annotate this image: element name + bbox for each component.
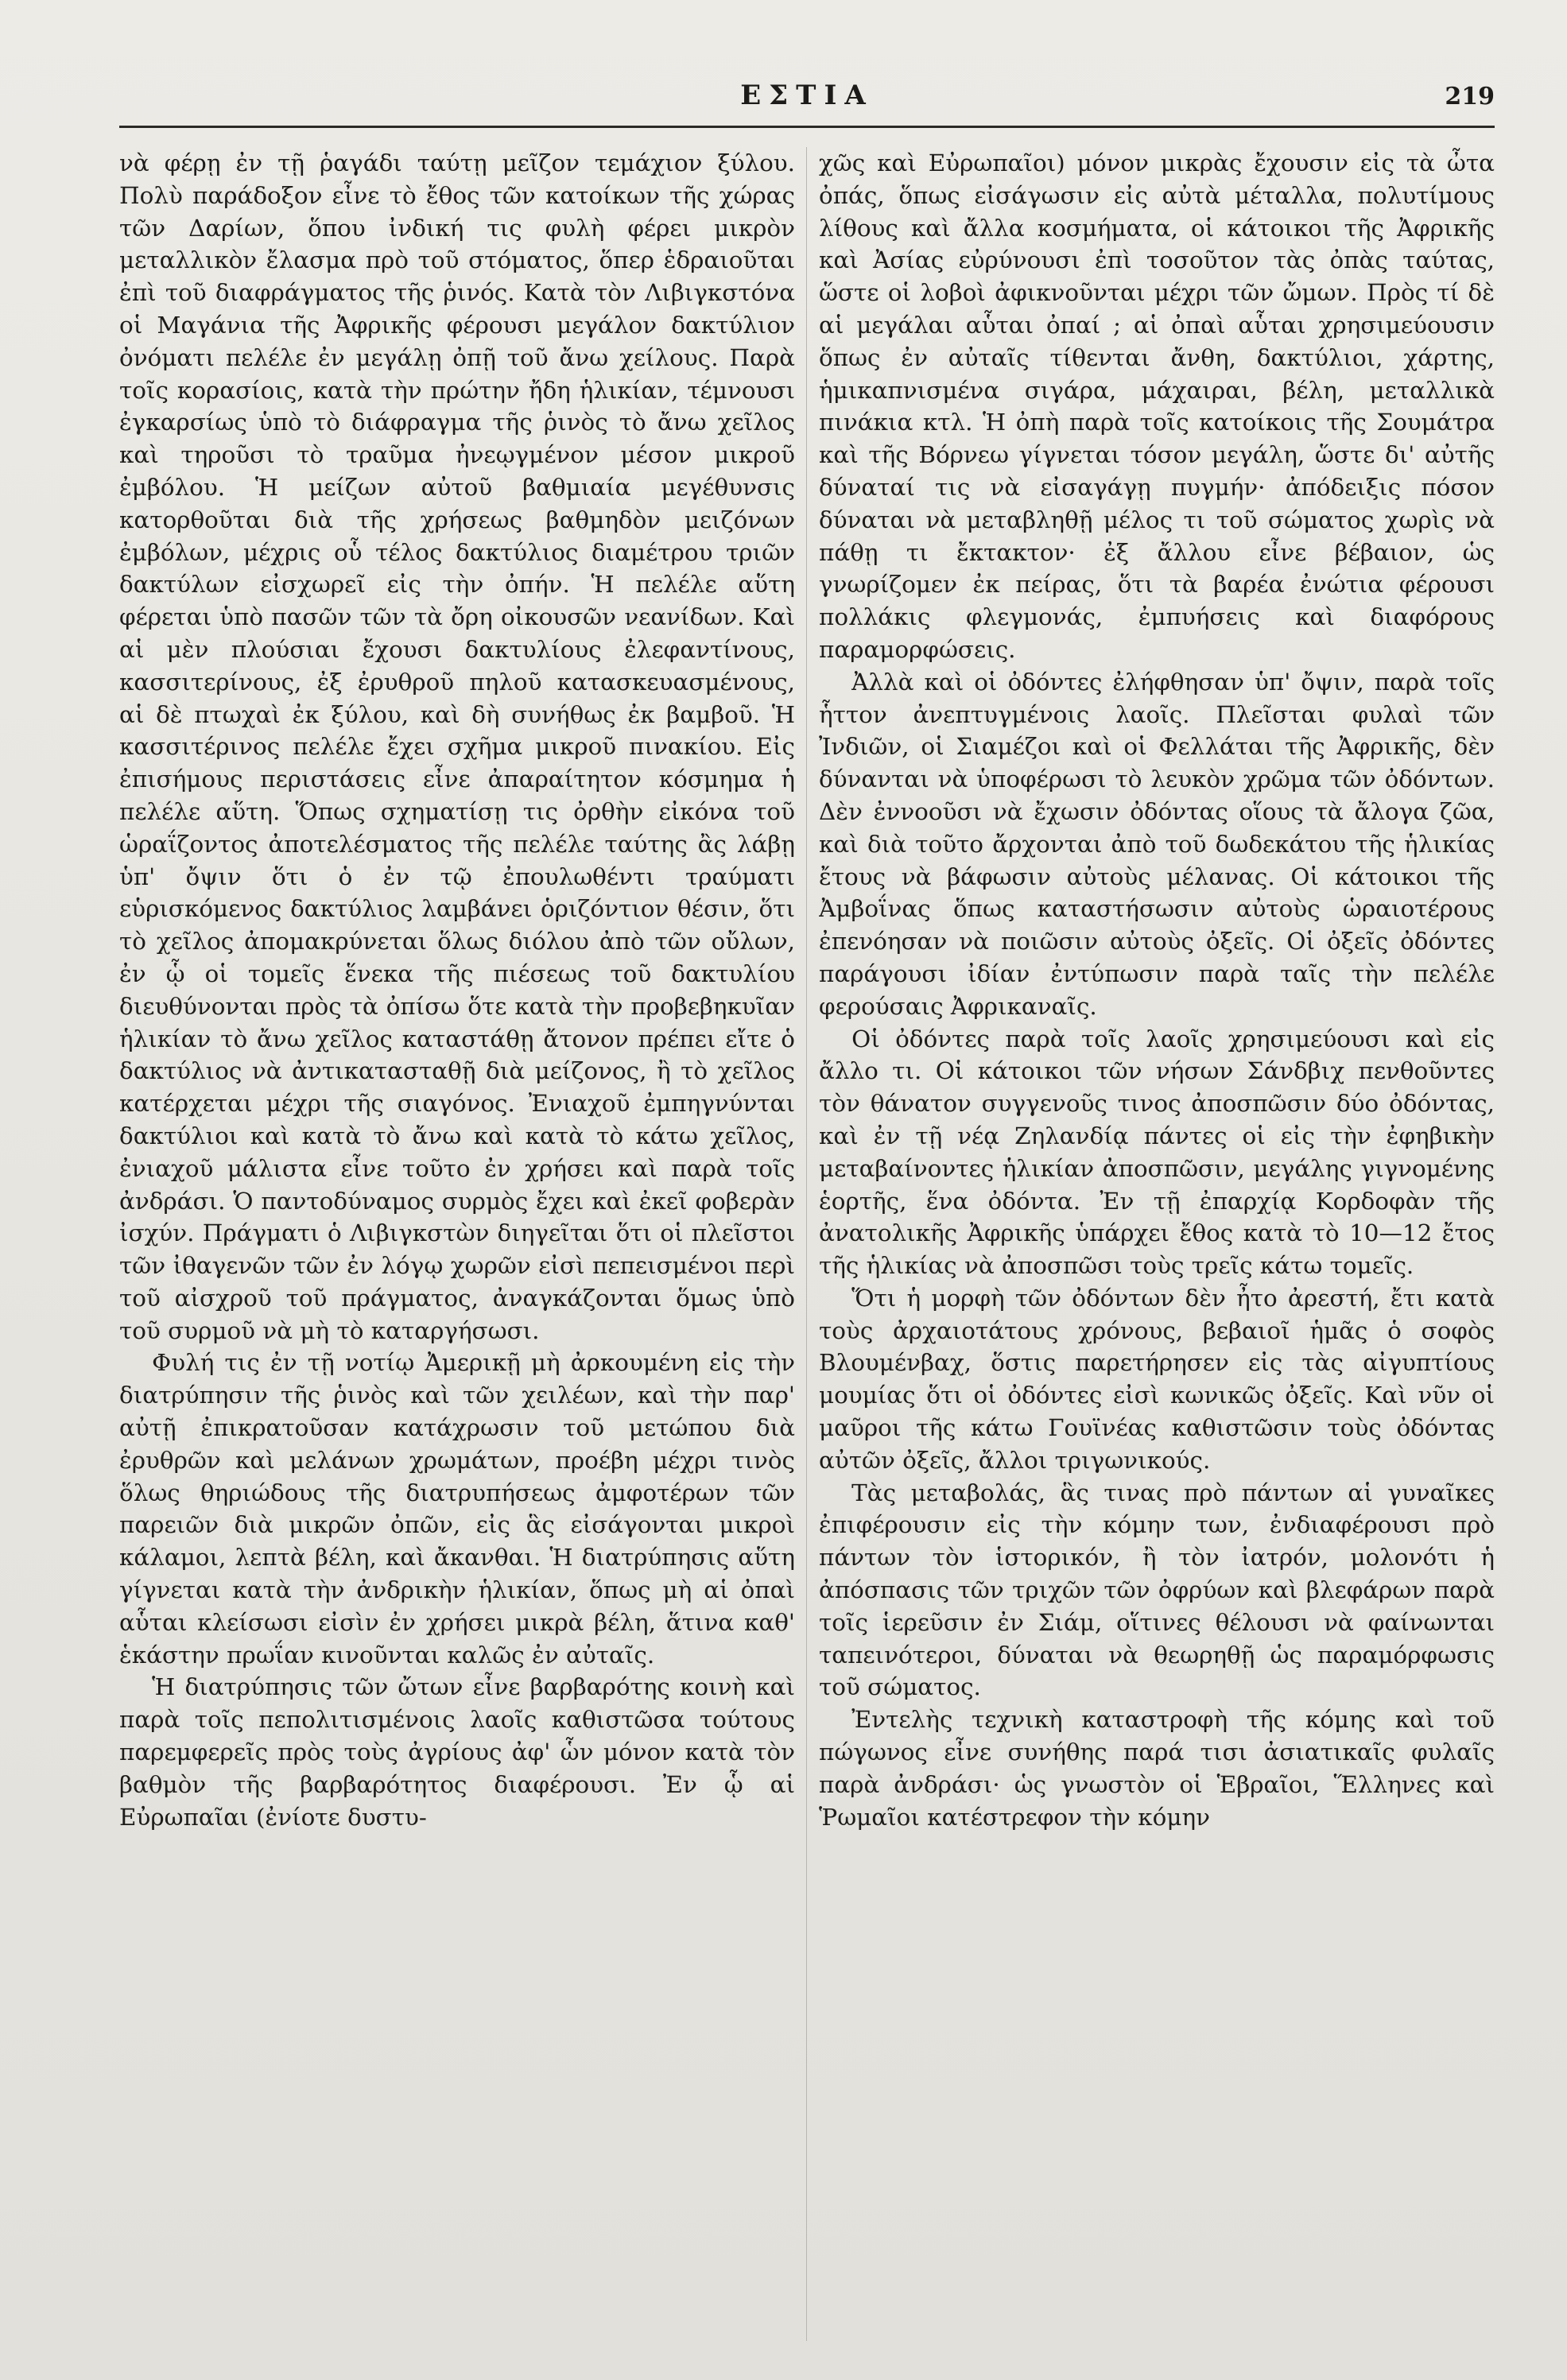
header-rule xyxy=(119,126,1495,128)
right-column xyxy=(819,147,1495,2357)
running-title: ΕΣΤΙΑ xyxy=(740,79,874,111)
paragraph: χῶς καὶ Εὐρωπαῖοι) μόνον μικρὰς ἔχουσιν εἰς τὰ ὦτα ὀπάς, ὅπως εἰσάγωσιν εἰς αὐτὰ μέταλλα, πολυτίμους λίθους καὶ ἄλλα κοσμήματα, οἱ κάτοικοι τῆς Ἀφρικῆς καὶ Ἀσίας εὐρύνουσι ἐπὶ τοσοῦτον τὰς ὀπὰς ταύτας, ὥστε οἱ λοβοὶ ἀφικνοῦνται μέχρι τῶν ὤμων. Πρὸς τί δὲ αἱ μεγάλαι αὗται ὀπαί ; αἱ ὀπαὶ αὗται χρησιμεύουσιν ὅπως ἐν αὐταῖς τίθενται ἄνθη, δακτύλιοι, χάρτης, ἡμικαπνισμένα σιγάρα, μάχαιραι, βέλη, μεταλλικὰ πινάκια κτλ. Ἡ ὀπὴ παρὰ τοῖς κατοίκοις τῆς Σουμάτρα καὶ τῆς Βόρνεω γίγνεται τόσον μεγάλη, ὥστε δι' αὐτῆς δύναταί τις νὰ εἰσαγάγῃ πυγμήν· ἀπόδειξις πόσον δύναται νὰ μεταβληθῇ μέλος τι τοῦ σώματος χωρὶς νὰ πάθῃ τι ἔκτακτον· ἐξ ἄλλου εἶνε βέβαιον, ὡς γνωρίζομεν ἐκ πείρας, ὅτι τὰ βαρέα ἐνώτια φέρουσι πολλάκις φλεγμονάς, ἐμπυήσεις καὶ διαφόρους παραμορφώσεις. xyxy=(819,149,1495,663)
page-number: 219 xyxy=(1445,83,1495,110)
page-header xyxy=(119,79,1495,127)
left-column xyxy=(119,147,795,2357)
paragraph: Ὅτι ἡ μορφὴ τῶν ὀδόντων δὲν ἦτο ἀρεστή, ἔτι κατὰ τοὺς ἀρχαιοτάτους χρόνους, βεβαιοῖ ἡμᾶς ὁ σοφὸς Βλουμένβαχ, ὅστις παρετήρησεν εἰς τὰς αἰγυπτίους μουμίας ὅτι οἱ ὀδόντες εἰσὶ κωνικῶς ὀξεῖς. Καὶ νῦν οἱ μαῦροι τῆς κάτω Γουϊνέας καθιστῶσιν τοὺς ὀδόντας αὐτῶν ὀξεῖς, ἄλλοι τριγωνικούς. xyxy=(819,1284,1495,1474)
paragraph: Ἡ διατρύπησις τῶν ὤτων εἶνε βαρβαρότης κοινὴ καὶ παρὰ τοῖς πεπολιτισμένοις λαοῖς καθιστῶσα τούτους παρεμφερεῖς πρὸς τοὺς ἀγρίους ἀφ' ὧν μόνον κατὰ τὸν βαθμὸν τῆς βαρβαρότητος διαφέρουσι. Ἐν ᾧ αἱ Εὐρωπαῖαι (ἐνίοτε δυστυ- xyxy=(119,1673,795,1831)
paragraph: Φυλή τις ἐν τῇ νοτίῳ Ἀμερικῇ μὴ ἀρκουμένη εἰς τὴν διατρύπησιν τῆς ῥινὸς καὶ τῶν χειλέων, καὶ τὴν παρ' αὐτῇ ἐπικρατοῦσαν κατάχρωσιν τοῦ μετώπου διὰ ἐρυθρῶν καὶ μελάνων χρωμάτων, προέβη μέχρι τινὸς ὅλως θηριώδους τῆς διατρυπήσεως ἀμφοτέρων τῶν παρειῶν διὰ μικρῶν ὀπῶν, εἰς ἃς εἰσάγονται μικροὶ κάλαμοι, λεπτὰ βέλη, καὶ ἄκανθαι. Ἡ διατρύπησις αὕτη γίγνεται κατὰ τὴν ἀνδρικὴν ἡλικίαν, ὅπως μὴ αἱ ὀπαὶ αὗται κλείσωσι εἰσὶν ἐν χρήσει μικρὰ βέλη, ἅτινα καθ' ἑκάστην πρωΐαν κινοῦνται καλῶς ἐν αὐταῖς. xyxy=(119,1349,795,1669)
column-divider xyxy=(806,147,807,2341)
paragraph: Ἐντελὴς τεχνικὴ καταστροφὴ τῆς κόμης καὶ τοῦ πώγωνος εἶνε συνήθης παρά τισι ἀσιατικαῖς φυλαῖς παρὰ ἀνδράσι· ὡς γνωστὸν οἱ Ἑβραῖοι, Ἕλληνες καὶ Ῥωμαῖοι κατέστρεφον τὴν κόμην xyxy=(819,1706,1495,1831)
paragraph: νὰ φέρῃ ἐν τῇ ῥαγάδι ταύτῃ μεῖζον τεμάχιον ξύλου. Πολὺ παράδοξον εἶνε τὸ ἔθος τῶν κατοίκων τῆς χώρας τῶν Δαρίων, ὅπου ἰνδική τις φυλὴ φέρει μικρὸν μεταλλικὸν ἔλασμα πρὸ τοῦ στόματος, ὅπερ ἑδραιοῦται ἐπὶ τοῦ διαφράγματος τῆς ῥινός. Κατὰ τὸν Λιβιγκστόνα οἱ Μαγάνια τῆς Ἀφρικῆς φέρουσι μεγάλον δακτύλιον ὀνόματι πελέλε ἐν μεγάλῃ ὀπῇ τοῦ ἄνω χείλους. Παρὰ τοῖς κορασίοις, κατὰ τὴν πρώτην ἤδη ἡλικίαν, τέμνουσι ἐγκαρσίως ὑπὸ τὸ διάφραγμα τῆς ῥινὸς τὸ ἄνω χεῖλος καὶ τηροῦσι τὸ τραῦμα ἠνεῳγμένον μέσον μικροῦ ἐμβόλου. Ἡ μείζων αὐτοῦ βαθμιαία μεγέθυνσις κατορθοῦται διὰ τῆς χρήσεως βαθμηδὸν μειζόνων ἐμβόλων, μέχρις οὗ τέλος δακτύλιος διαμέτρου τριῶν δακτύλων εἰσχωρεῖ εἰς τὴν ὀπήν. Ἡ πελέλε αὕτη φέρεται ὑπὸ πασῶν τῶν τὰ ὄρη οἰκουσῶν νεανίδων. Καὶ αἱ μὲν πλούσιαι ἔχουσι δακτυλίους ἐλεφαντίνους, κασσιτερίνους, ἐξ ἐρυθροῦ πηλοῦ κατασκευασμένους, αἱ δὲ πτωχαὶ ἐκ ξύλου, καὶ δὴ συνήθως ἐκ βαμβοῦ. Ἡ κασσιτέρινος πελέλε ἔχει σχῆμα μικροῦ πινακίου. Εἰς ἐπισήμους περιστάσεις εἶνε ἀπαραίτητον κόσμημα ἡ πελέλε αὕτη. Ὅπως σχηματίσῃ τις ὀρθὴν εἰκόνα τοῦ ὡραΐζοντος ἀποτελέσματος τῆς πελέλε ταύτης ἂς λάβῃ ὑπ' ὄψιν ὅτι ὁ ἐν τῷ ἐπουλωθέντι τραύματι εὑρισκόμενος δακτύλιος λαμβάνει ὁριζόντιον θέσιν, ὅτι τὸ χεῖλος ἀπομακρύνεται ὅλως διόλου ἀπὸ τῶν οὔλων, ἐν ᾧ οἱ τομεῖς ἕνεκα τῆς πιέσεως τοῦ δακτυλίου διευθύνονται πρὸς τὰ ὀπίσω ὅτε κατὰ τὴν προβεβηκυῖαν ἡλικίαν τὸ ἄνω χεῖλος καταστάθῃ ἄτονον πρέπει εἴτε ὁ δακτύλιος νὰ ἀντικατασταθῇ διὰ μείζονος, ἢ τὸ χεῖλος κατέρχεται μέχρι τῆς σιαγόνος. Ἐνιαχοῦ ἐμπηγνύνται δακτύλιοι καὶ κατὰ τὸ ἄνω καὶ κατὰ τὸ κάτω χεῖλος, ἐνιαχοῦ μάλιστα εἶνε τοῦτο ἐν χρήσει καὶ παρὰ τοῖς ἀνδράσι. Ὁ παντοδύναμος συρμὸς ἔχει καὶ ἐκεῖ φοβερὰν ἰσχύν. Πράγματι ὁ Λιβιγκστὼν διηγεῖται ὅτι οἱ πλεῖστοι τῶν ἰθαγενῶν τῶν ἐν λόγῳ χωρῶν εἰσὶ πεπεισμένοι περὶ τοῦ αἰσχροῦ τοῦ πράγματος, ἀναγκάζονται ὅμως ὑπὸ τοῦ συρμοῦ νὰ μὴ τὸ καταργήσωσι. xyxy=(119,149,795,1344)
paragraph: Οἱ ὀδόντες παρὰ τοῖς λαοῖς χρησιμεύουσι καὶ εἰς ἄλλο τι. Οἱ κάτοικοι τῶν νήσων Σάνδβιχ πενθοῦντες τὸν θάνατον συγγενοῦς τινος ἀποσπῶσιν δύο ὀδόντας, καὶ ἐν τῇ νέᾳ Ζηλανδίᾳ πάντες οἱ εἰς τὴν ἐφηβικὴν μεταβαίνοντες ἡλικίαν ἀποσπῶσιν, μεγάλης γιγνομένης ἑορτῆς, ἕνα ὀδόντα. Ἐν τῇ ἐπαρχίᾳ Κορδοφὰν τῆς ἀνατολικῆς Ἀφρικῆς ὑπάρχει ἔθος κατὰ τὸ 10—12 ἔτος τῆς ἡλικίας νὰ ἀποσπῶσι τοὺς τρεῖς κάτω τομεῖς. xyxy=(819,1025,1495,1280)
paragraph: Τὰς μεταβολάς, ἃς τινας πρὸ πάντων αἱ γυναῖκες ἐπιφέρουσιν εἰς τὴν κόμην των, ἐνδιαφέρουσι πρὸ πάντων τὸν ἱστορικόν, ἢ τὸν ἰατρόν, μολονότι ἡ ἀπόσπασις τῶν τριχῶν τῶν ὀφρύων καὶ βλεφάρων παρὰ τοῖς ἱερεῦσιν ἐν Σιάμ, οἵτινες θέλουσι νὰ φαίνωνται ταπεινότεροι, δύναται νὰ θεωρηθῇ ὡς παραμόρφωσις τοῦ σώματος. xyxy=(819,1479,1495,1701)
paragraph: Ἀλλὰ καὶ οἱ ὀδόντες ἐλήφθησαν ὑπ' ὄψιν, παρὰ τοῖς ἧττον ἀνεπτυγμένοις λαοῖς. Πλεῖσται φυλαὶ τῶν Ἰνδιῶν, οἱ Σιαμέζοι καὶ οἱ Φελλάται τῆς Ἀφρικῆς, δὲν δύνανται νὰ ὑποφέρωσι τὸ λευκὸν χρῶμα τῶν ὀδόντων. Δὲν ἐννοοῦσι νὰ ἔχωσιν ὀδόντας οἵους τὰ ἄλογα ζῶα, καὶ διὰ τοῦτο ἄρχονται ἀπὸ τοῦ δωδεκάτου τῆς ἡλικίας ἔτους νὰ βάφωσιν αὐτοὺς μέλανας. Οἱ κάτοικοι τῆς Ἀμβοΐνας ὅπως καταστήσωσιν αὐτοὺς ὡραιοτέρους ἐπενόησαν νὰ ποιῶσιν αὐτοὺς ὀξεῖς. Οἱ ὀξεῖς ὀδόντες παράγουσι ἰδίαν ἐντύπωσιν παρὰ ταῖς τὴν πελέλε φερούσαις Ἀφρικαναῖς. xyxy=(819,668,1495,1020)
